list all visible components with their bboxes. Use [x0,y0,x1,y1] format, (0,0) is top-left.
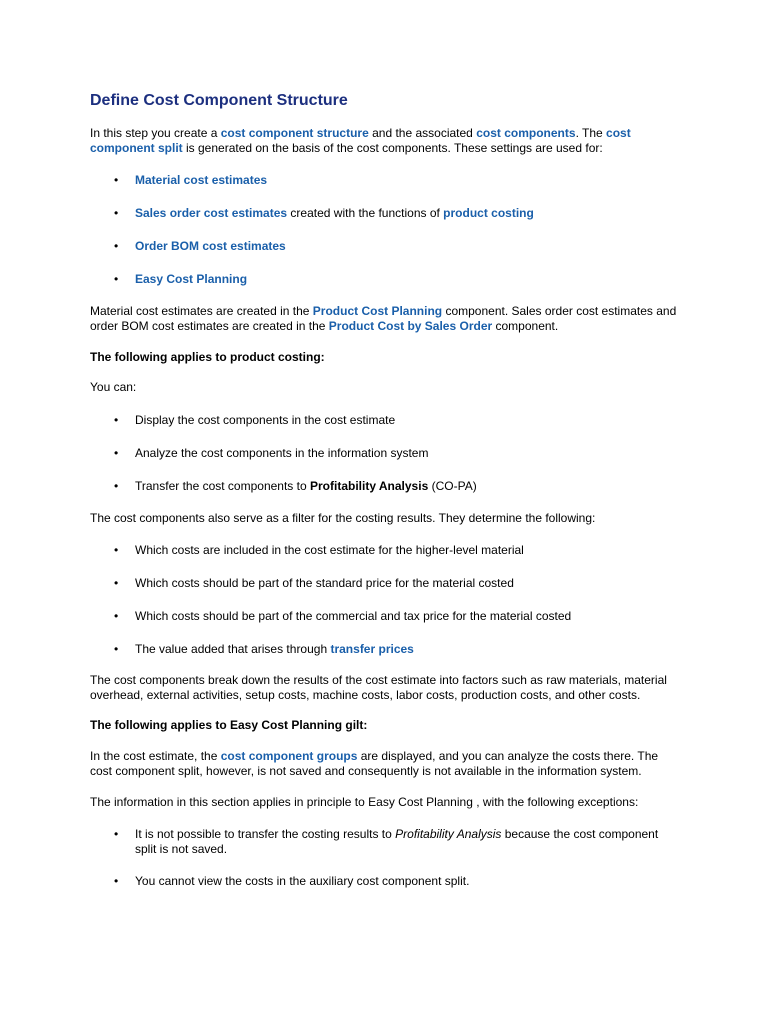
list-item-easy-cost-planning [114,272,695,287]
link-cost-component-split-a[interactable]: cost [606,126,631,140]
heading-easy-cost-planning: The following applies to Easy Cost Planning gilt: [90,718,368,732]
link-material-cost-estimates[interactable]: Material cost estimates [135,173,268,187]
intro-text-4: is generated on the basis of the cost components. These settings are used for: [182,141,603,155]
bullet-dot: • [114,173,119,187]
list-item-text: The value added that arises through [135,642,331,656]
list-item-transfer-cost-components [114,479,695,494]
link-transfer-prices[interactable]: transfer prices [330,642,414,656]
link-product-cost-planning[interactable]: Product Cost Planning [312,304,443,318]
list-item-text: Which costs should be part of the commercial and tax price for the material costed [135,609,572,623]
link-product-costing[interactable]: product costing [443,206,534,220]
you-can-text: You can: [90,380,137,394]
created-in-paragraph [90,304,690,334]
list-item-text: Display the cost components in the cost estimate [135,413,396,427]
bullet-dot: • [114,206,119,220]
bullet-dot: • [114,479,119,493]
list-item-material-cost-estimates [114,173,695,188]
link-cost-component-groups[interactable]: cost component groups [220,749,358,763]
list-item-standard-price [114,576,695,591]
bullet-dot: • [114,413,119,427]
link-sales-order-cost-estimates[interactable]: Sales order cost estimates [135,206,288,220]
filter-paragraph: The cost components also serve as a filter for the costing results. They determine the following: [90,511,596,525]
list-item-text: You cannot view the costs in the auxiliary cost component split. [135,874,470,888]
page-title: Define Cost Component Structure [90,92,348,109]
intro-text-3: . The [575,126,607,140]
list-item-display-cost-components [114,413,695,428]
intro-paragraph [90,126,690,156]
list-item-text: Transfer the cost components to [135,479,310,493]
list-item-text: Which costs are included in the cost estimate for the higher-level material [135,543,524,557]
list-item-costs-included [114,543,695,558]
breakdown-paragraph [90,673,690,703]
list-item-text: created with the functions of [287,206,444,220]
created-in-text-4: component. [492,319,559,333]
created-in-text-1: Material cost estimates are created in the [90,304,313,318]
bullet-dot: • [114,874,119,888]
list-item-tail: because the cost component [501,827,659,841]
created-in-text-3: order BOM cost estimates are created in the [90,319,329,333]
list-item-auxiliary-split [114,874,695,889]
list-item-text: It is not possible to transfer the costing results to [135,827,396,841]
intro-text-1: In this step you create a [90,126,221,140]
groups-text-1: In the cost estimate, the [90,749,221,763]
link-cost-component-structure[interactable]: cost component structure [220,126,369,140]
bullet-dot: • [114,576,119,590]
groups-text-2: are displayed, and you can analyze the costs there. The [357,749,659,763]
link-product-cost-by-sales-order[interactable]: Product Cost by Sales Order [328,319,493,333]
link-easy-cost-planning[interactable]: Easy Cost Planning [135,272,248,286]
heading-product-costing: The following applies to product costing: [90,350,325,364]
bullet-dot: • [114,609,119,623]
list-item-value-added [114,642,695,657]
list-item-sales-order-cost-estimates [114,206,695,221]
bullet-dot: • [114,642,119,656]
list-item-line-2: split is not saved. [135,842,228,856]
breakdown-line-1: The cost components break down the results of the cost estimate into factors such as raw materials, material [90,673,667,687]
list-item-order-bom-cost-estimates [114,239,695,254]
groups-paragraph [90,749,690,779]
groups-line-2: cost component split, however, is not saved and consequently is not available in the information system. [90,764,642,778]
bullet-dot: • [114,239,119,253]
list-item-transfer-not-possible [114,827,695,857]
list-item-text: Analyze the cost components in the information system [135,446,429,460]
breakdown-line-2: overhead, external activities, setup costs, machine costs, labor costs, production costs, and other costs. [90,688,641,702]
bullet-dot: • [114,827,119,841]
list-item-commercial-tax-price [114,609,695,624]
list-item-tail: (CO-PA) [428,479,477,493]
created-in-text-2: component. Sales order cost estimates and [442,304,677,318]
list-item-analyze-cost-components [114,446,695,461]
intro-text-2: and the associated [368,126,477,140]
exceptions-intro: The information in this section applies in principle to Easy Cost Planning , with the following exceptions: [90,795,639,809]
profitability-analysis-term: Profitability Analysis [309,479,429,493]
link-cost-component-split-b[interactable]: component split [90,141,183,155]
bullet-dot: • [114,272,119,286]
bullet-dot: • [114,543,119,557]
link-order-bom-cost-estimates[interactable]: Order BOM cost estimates [135,239,286,253]
bullet-dot: • [114,446,119,460]
profitability-analysis-italic: Profitability Analysis [395,827,502,841]
list-item-text: Which costs should be part of the standard price for the material costed [135,576,514,590]
link-cost-components[interactable]: cost components [476,126,576,140]
